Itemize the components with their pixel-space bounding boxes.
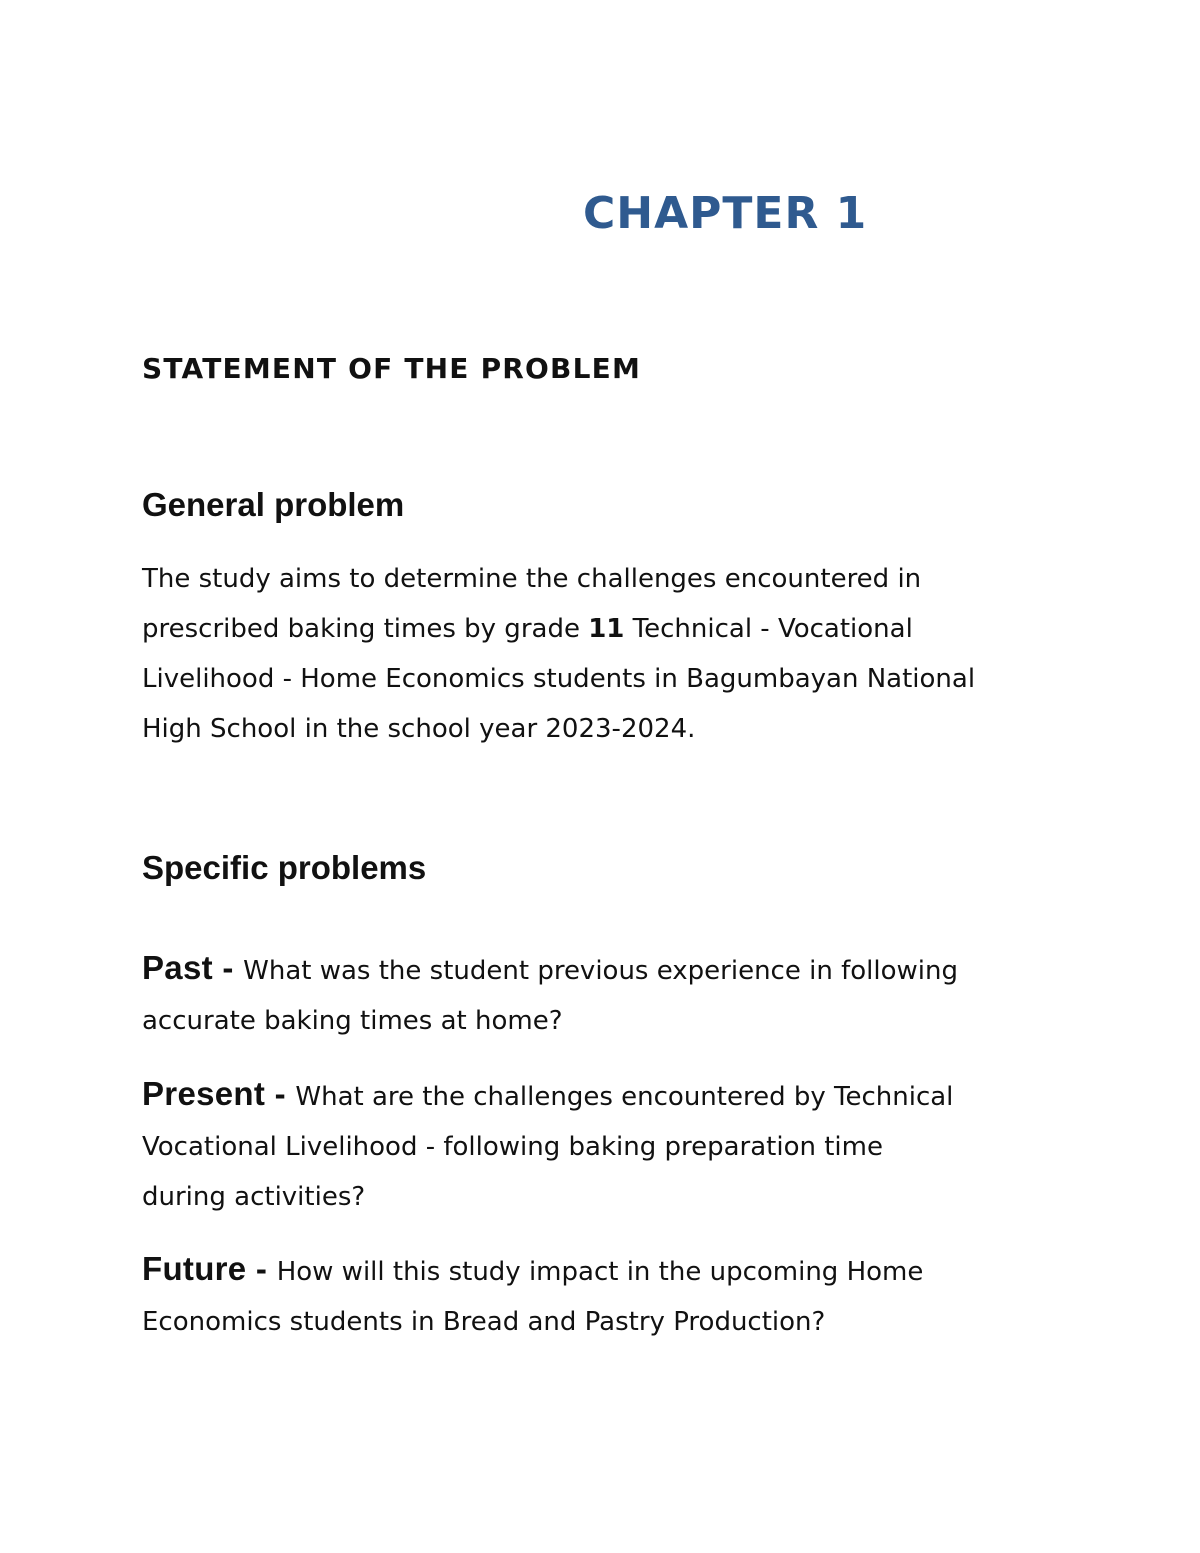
general-problem-paragraph xyxy=(142,554,1062,754)
problem-text: How will this study impact in the upcoming Home xyxy=(276,1257,924,1287)
chapter-title: CHAPTER 1 xyxy=(583,188,868,239)
paragraph-line: High School in the school year 2023-2024. xyxy=(142,714,696,744)
paragraph-line: The study aims to determine the challenges encountered in xyxy=(142,564,922,594)
present-problem xyxy=(142,1069,1082,1222)
past-problem xyxy=(142,943,1082,1046)
future-problem xyxy=(142,1244,1082,1347)
problem-line xyxy=(142,1069,1082,1122)
section-heading: STATEMENT OF THE PROBLEM xyxy=(142,352,642,385)
problem-line: Economics students in Bread and Pastry Production? xyxy=(142,1307,826,1337)
present-label: Present - xyxy=(142,1075,296,1112)
future-label: Future - xyxy=(142,1250,277,1287)
problem-line: during activities? xyxy=(142,1182,366,1212)
problem-line: Vocational Livelihood - following baking preparation time xyxy=(142,1132,883,1162)
specific-problems-heading: Specific problems xyxy=(142,849,427,886)
past-label: Past - xyxy=(142,949,244,986)
problem-text: What was the student previous experience in following xyxy=(243,956,958,986)
grade-number: 11 xyxy=(588,614,625,644)
problem-line xyxy=(142,943,1082,996)
problem-line: accurate baking times at home? xyxy=(142,1006,563,1036)
paragraph-line xyxy=(142,604,1062,654)
problem-line xyxy=(142,1244,1082,1297)
paragraph-line: Livelihood - Home Economics students in Bagumbayan National xyxy=(142,664,976,694)
line-segment: Technical - Vocational xyxy=(624,614,913,644)
problem-text: What are the challenges encountered by Technical xyxy=(295,1082,954,1112)
general-problem-heading: General problem xyxy=(142,486,405,523)
line-segment: prescribed baking times by grade xyxy=(142,614,589,644)
